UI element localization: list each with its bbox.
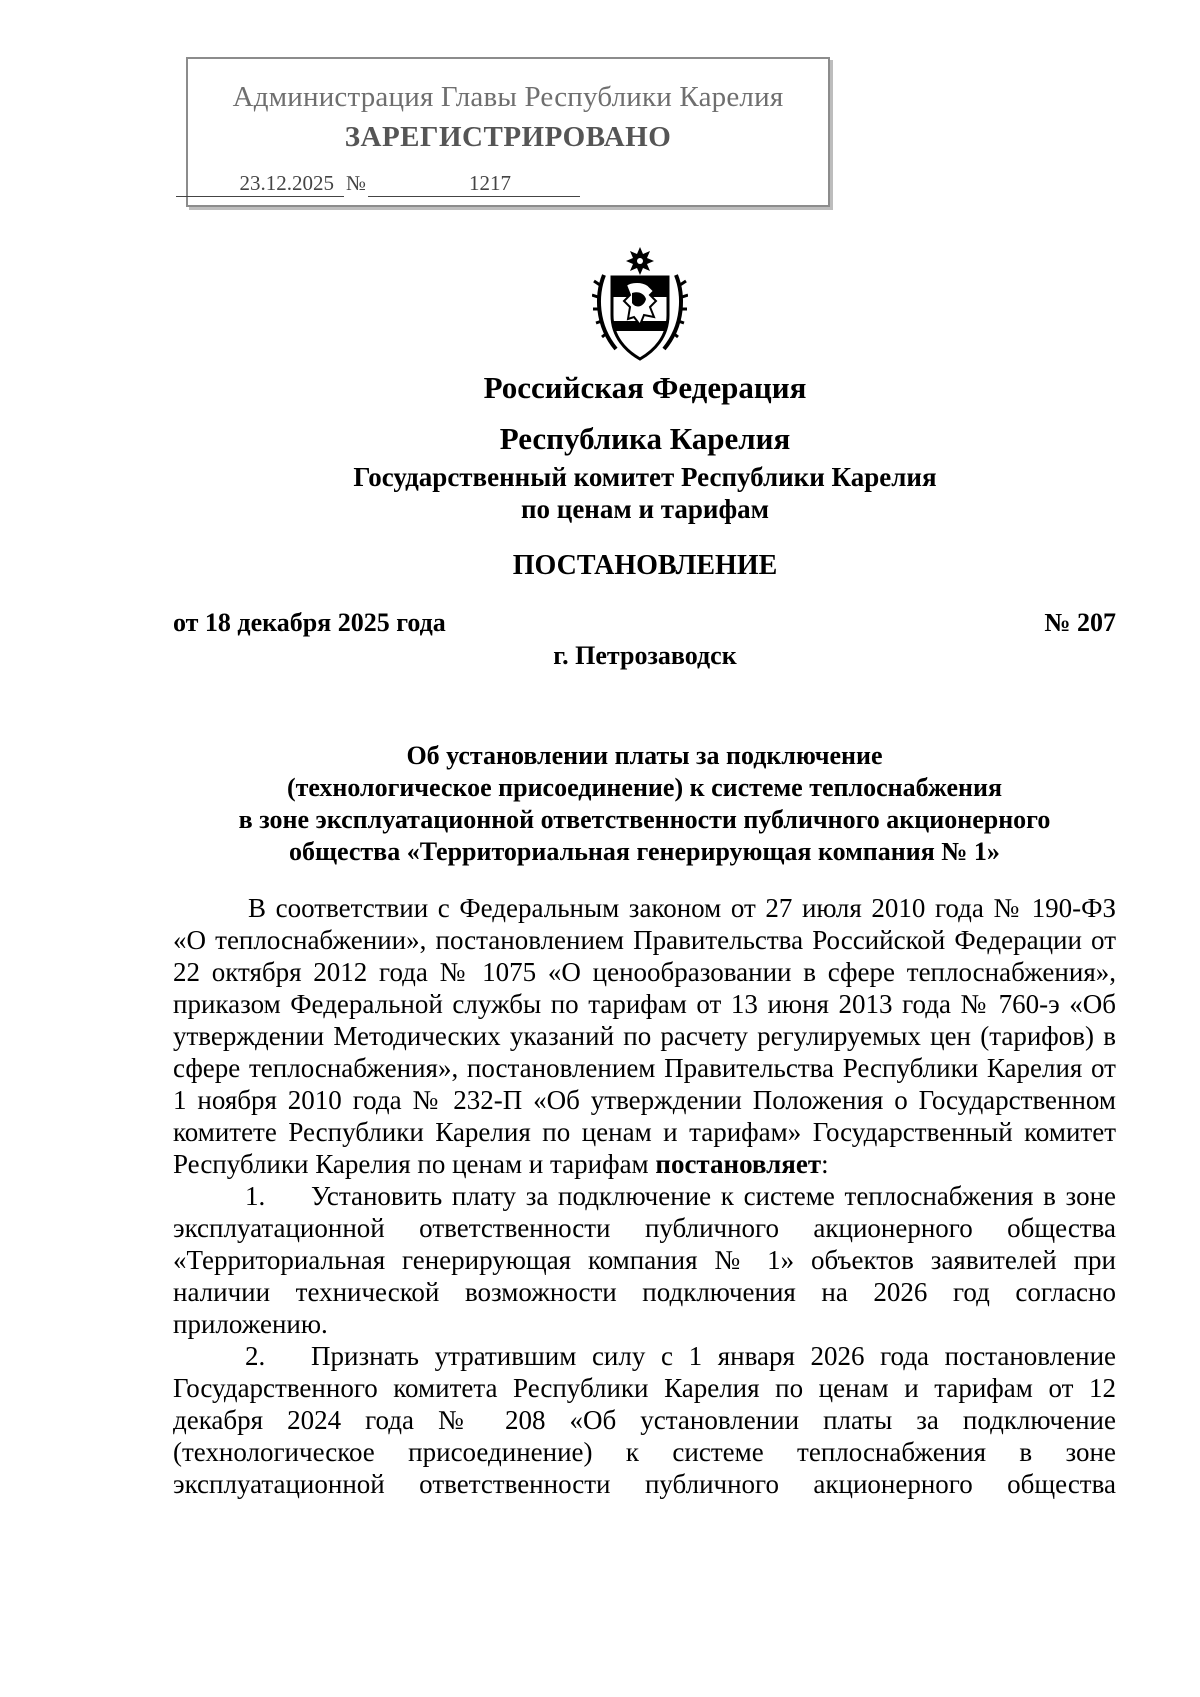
title-line: в зоне эксплуатационной ответственности публичного акционерного	[238, 805, 1051, 834]
stamp-registered: ЗАРЕГИСТРИРОВАНО	[344, 121, 672, 153]
resolves-colon: :	[821, 1149, 829, 1179]
document-body	[173, 892, 1116, 1500]
title-line: (технологическое присоединение) к системе теплоснабжения	[286, 773, 1003, 802]
document-type: ПОСТАНОВЛЕНИЕ	[512, 550, 778, 581]
header-federation: Российская Федерация	[483, 370, 807, 405]
clause-number: 1.	[245, 1181, 266, 1211]
document-date: от 18 декабря 2025 года	[173, 608, 446, 637]
karelia-coat-of-arms-icon	[592, 245, 688, 363]
stamp-number-label: №	[345, 171, 367, 195]
clause-text: Признать утратившим силу с 1 января 2026 года постановление Государственного комитета Республики Карелия по ценам и тарифам от 12 декабря 2024 года № 208 «Об установлении платы за подключение (технологическое присоединение) к системе теплоснабжения в зоне эксплуатационной ответственности публичного акционерного общества	[173, 1341, 1116, 1499]
clause-1	[173, 1180, 1116, 1340]
preamble-text: В соответствии с Федеральным законом от 27 июля 2010 года № 190-ФЗ «О теплоснабжении», постановлением Правительства Российской Федерации от 22 октября 2012 года № 1075 «О ценообразовании в сфере теплоснабжения», приказом Федеральной службы по тарифам от 13 июня 2013 года № 760-э «Об утверждении Методических указаний по расчету регулируемых цен (тарифов) в сфере теплоснабжения», постановлением Правительства Республики Карелия от 1 ноября 2010 года № 232-П «Об утверждении Положения о Государственном комитете Республики Карелия по ценам и тарифам» Государственный комитет Республики Карелия по ценам и тарифам	[173, 893, 1116, 1179]
stamp-number: 1217	[368, 171, 580, 197]
title-line: Об установлении платы за подключение	[406, 741, 883, 770]
preamble-paragraph	[173, 892, 1116, 1180]
header-committee: Государственный комитет Республики Карелия	[353, 462, 937, 492]
title-line: общества «Территориальная генерирующая компания № 1»	[289, 837, 1000, 866]
resolves-word: постановляет	[655, 1149, 822, 1179]
document-number: № 207	[1044, 608, 1116, 637]
header-republic: Республика Карелия	[499, 421, 791, 456]
document-title	[173, 740, 1116, 868]
document-city: г. Петрозаводск	[553, 641, 737, 670]
clause-number: 2.	[245, 1341, 266, 1371]
header-committee-line2: по ценам и тарифам	[520, 494, 770, 524]
stamp-authority: Администрация Главы Республики Карелия	[232, 81, 784, 113]
stamp-date: 23.12.2025	[176, 171, 344, 197]
clause-text: Установить плату за подключение к системе теплоснабжения в зоне эксплуатационной ответственности публичного акционерного общества «Территориальная генерирующая компания № 1» объектов заявителей при наличии технической возможности подключения на 2026 год согласно приложению.	[173, 1181, 1116, 1339]
stamp-registration-row	[176, 171, 580, 197]
clause-2	[173, 1340, 1116, 1500]
registration-stamp	[186, 57, 830, 207]
